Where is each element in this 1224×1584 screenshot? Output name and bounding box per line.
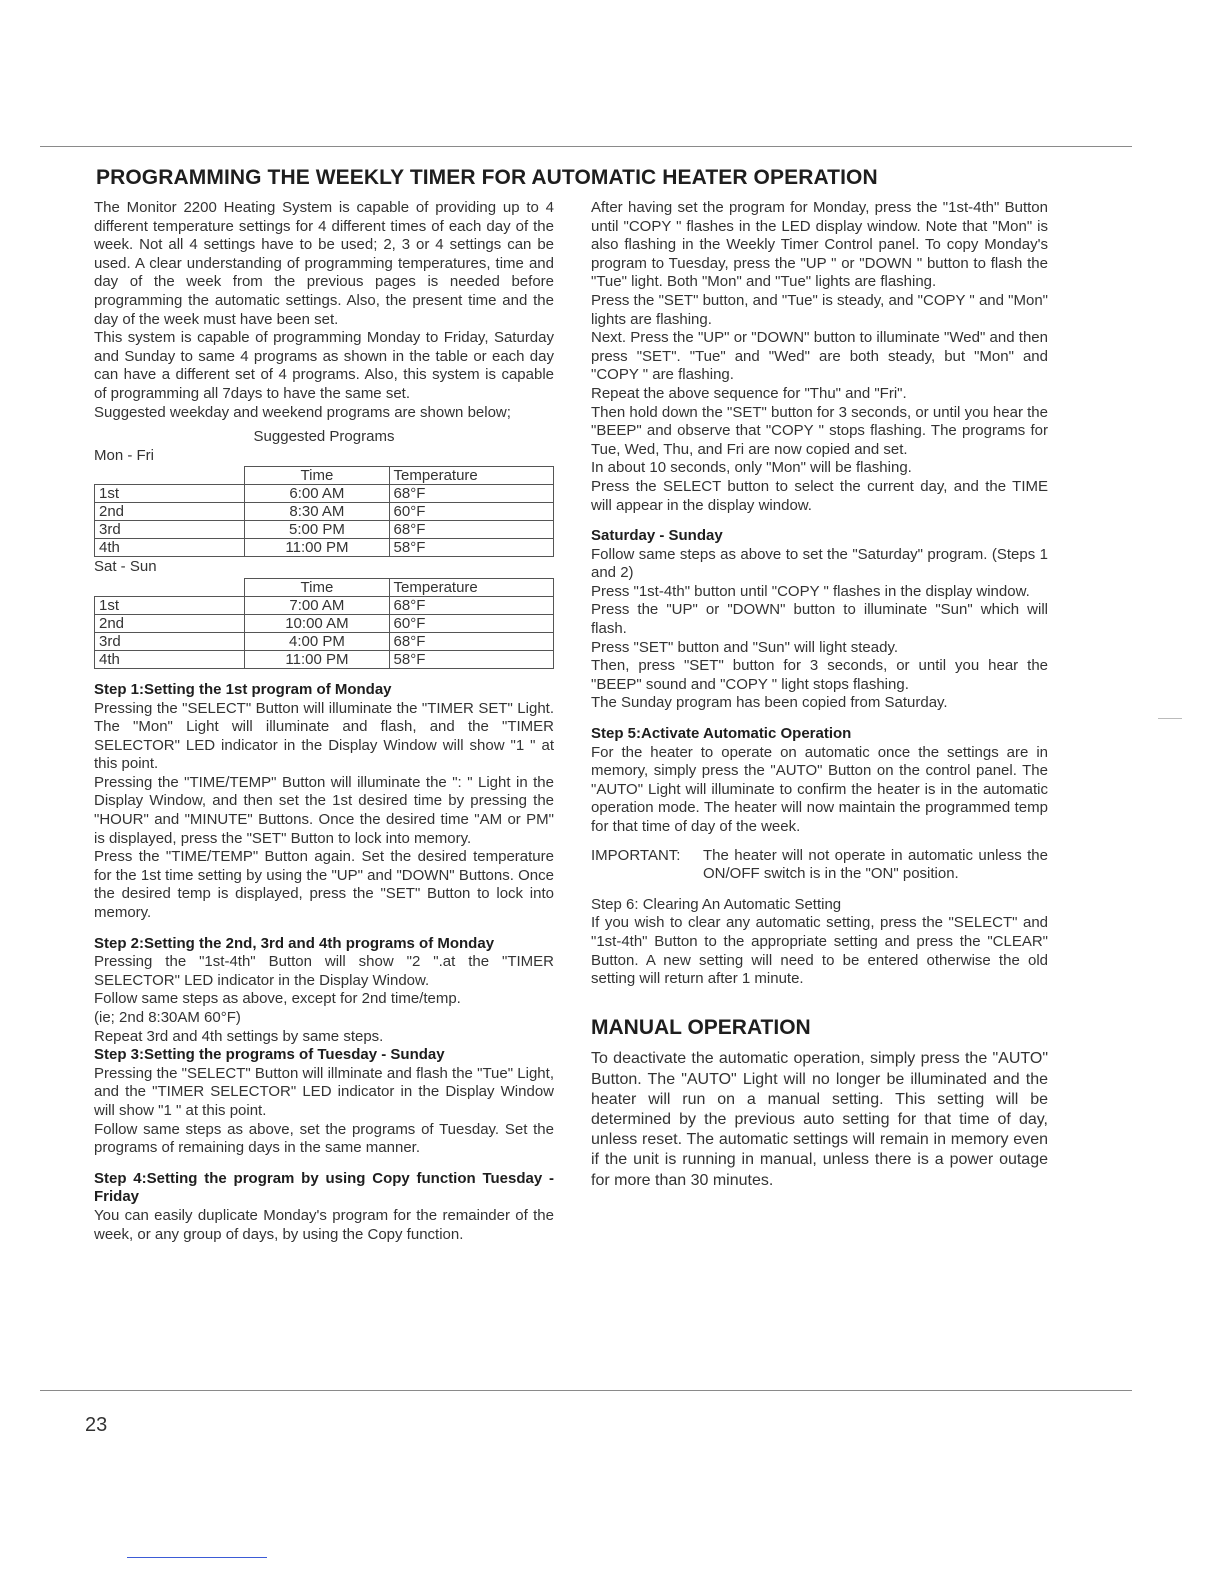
saturday-sunday-paragraph: Press the "UP" or "DOWN" button to illuminate "Sun" which will flash.	[591, 601, 1048, 638]
program-cell: 3rd	[95, 521, 245, 539]
left-column	[94, 199, 554, 1244]
step6-paragraph: If you wish to clear any automatic setting, press the "SELECT" and "1st-4th" Button to the appropriate setting and press the "CLEAR" Button. A new setting will need to be entered otherwise the old setting will return after 1 minute.	[591, 914, 1048, 988]
program-cell: 1st	[95, 596, 245, 614]
program-cell: 4th	[95, 539, 245, 557]
table-row	[95, 521, 554, 539]
temperature-cell: 58°F	[389, 650, 553, 668]
copy-paragraph: Then hold down the "SET" button for 3 seconds, or until you hear the "BEEP" and observe that "COPY " stops flashing. The programs for Tue, Wed, Thu, and Fri are now copied and set.	[591, 403, 1048, 458]
saturday-sunday-paragraph: The Sunday program has been copied from Saturday.	[591, 694, 948, 712]
time-cell: 7:00 AM	[245, 596, 389, 614]
step1-heading: Step 1:Setting the 1st program of Monday	[94, 680, 392, 698]
copy-paragraph: Press the "SET" button, and "Tue" is steady, and "COPY " and "Mon" lights are flashing.	[591, 291, 1048, 328]
time-cell: 8:30 AM	[245, 503, 389, 521]
step3-paragraph: Pressing the "SELECT" Button will illminate and flash the "Tue" Light, and the "TIMER SELECTOR" LED indicator in the Display Window will show "1 " at this point.	[94, 1064, 554, 1119]
step4-paragraph: You can easily duplicate Monday's program for the remainder of the week, or any group of days, by using the Copy function.	[94, 1206, 554, 1243]
table-row	[95, 485, 554, 503]
time-cell: 6:00 AM	[245, 485, 389, 503]
saturday-sunday-paragraph: Follow same steps as above to set the "Saturday" program. (Steps 1 and 2)	[591, 545, 1048, 582]
time-column-header: Time	[245, 578, 389, 596]
table-row	[95, 614, 554, 632]
temperature-cell: 68°F	[389, 485, 553, 503]
program-cell: 2nd	[95, 614, 245, 632]
weekday-label: Mon - Fri	[94, 446, 154, 464]
time-cell: 5:00 PM	[245, 521, 389, 539]
temperature-cell: 60°F	[389, 503, 553, 521]
weekend-label: Sat - Sun	[94, 558, 157, 576]
step5-heading: Step 5:Activate Automatic Operation	[591, 725, 852, 743]
table-row	[95, 596, 554, 614]
step1-paragraph: Press the "TIME/TEMP" Button again. Set the desired temperature for the 1st time setting by using the "UP" and "DOWN" Buttons. Once the desired temp is displayed, press the "SET" Button to lock into memory.	[94, 848, 554, 922]
bottom-rule	[40, 1390, 1132, 1391]
temperature-cell: 68°F	[389, 596, 553, 614]
margin-mark	[1158, 718, 1182, 719]
footer-line	[127, 1557, 267, 1558]
weekday-program-table	[94, 466, 554, 557]
important-label: IMPORTANT:	[591, 846, 681, 864]
step2-example: (ie; 2nd 8:30AM 60°F)	[94, 1009, 241, 1026]
step1-paragraph: Pressing the "TIME/TEMP" Button will illuminate the ": " Light in the Display Window, and then set the 1st desired time by pressing the "HOUR" and "MINUTE" Buttons. Once the desired time "AM or PM" is displayed, press the "SET" Button to lock into memory.	[94, 773, 554, 847]
page-title: PROGRAMMING THE WEEKLY TIMER FOR AUTOMATIC HEATER OPERATION	[96, 166, 878, 189]
temperature-cell: 68°F	[389, 521, 553, 539]
copy-paragraph: After having set the program for Monday, press the "1st-4th" Button until "COPY " flashes in the LED display window. Note that "Mon" is also flashing in the Weekly Timer Control panel. To copy Monday's program to Tuesday, press the "UP " or "DOWN " button to flash the "Tue" light. Both "Mon" and "Tue" lights are flashing.	[591, 199, 1048, 291]
time-column-header: Time	[245, 467, 389, 485]
copy-paragraph: Repeat the above sequence for "Thu" and "Fri".	[591, 384, 907, 402]
step4-heading: Step 4:Setting the program by using Copy function Tuesday - Friday	[94, 1169, 554, 1206]
right-column	[591, 199, 1048, 1191]
saturday-sunday-paragraph: Press "SET" button and "Sun" will light steady.	[591, 638, 899, 656]
temperature-column-header: Temperature	[389, 467, 553, 485]
table-header-row	[95, 467, 554, 485]
important-note	[591, 847, 1048, 884]
copy-paragraph: Press the SELECT button to select the current day, and the TIME will appear in the display window.	[591, 477, 1048, 514]
temperature-cell: 58°F	[389, 539, 553, 557]
table-row	[95, 632, 554, 650]
saturday-sunday-paragraph: Then, press "SET" button for 3 seconds, or until you hear the "BEEP" sound and "COPY " light stops flashing.	[591, 657, 1048, 693]
time-cell: 11:00 PM	[245, 650, 389, 668]
top-rule	[40, 146, 1132, 147]
table-header-row	[95, 578, 554, 596]
step6-heading: Step 6: Clearing An Automatic Setting	[591, 895, 842, 913]
weekend-program-table	[94, 578, 554, 669]
program-cell: 4th	[95, 650, 245, 668]
step2-paragraph: Follow same steps as above, except for 2nd time/temp.	[94, 990, 461, 1008]
step2-paragraph: Repeat 3rd and 4th settings by same steps.	[94, 1027, 384, 1045]
table-row	[95, 503, 554, 521]
manual-operation-paragraph: To deactivate the automatic operation, simply press the "AUTO" Button. The "AUTO" Light will no longer be illuminated and the heater will run on a manual setting. This setting will be determined by the previous auto setting for that time of day, unless reset. The automatic settings will remain in memory even if the unit is running in manual, unless there is a power outage for more than 30 minutes.	[591, 1050, 1048, 1189]
step5-paragraph: For the heater to operate on automatic once the settings are in memory, simply press the "AUTO" Button on the control panel. The "AUTO" Light will illuminate to confirm the heater is in the automatic operation mode. The heater will now maintain the programmed temp for that time of day of the week.	[591, 743, 1048, 835]
step3-paragraph: Follow same steps as above, set the programs of Tuesday. Set the programs of remaining days in the same manner.	[94, 1120, 554, 1157]
time-cell: 4:00 PM	[245, 632, 389, 650]
step2-paragraph: Pressing the "1st-4th" Button will show "2 ".at the "TIMER SELECTOR" LED indicator in the Display Window.	[94, 953, 554, 989]
step2-heading: Step 2:Setting the 2nd, 3rd and 4th programs of Monday	[94, 934, 495, 952]
copy-paragraph: In about 10 seconds, only "Mon" will be flashing.	[591, 459, 912, 477]
temperature-cell: 60°F	[389, 614, 553, 632]
step3-heading: Step 3:Setting the programs of Tuesday - Sunday	[94, 1046, 445, 1064]
intro-paragraph: Suggested weekday and weekend programs are shown below;	[94, 403, 511, 421]
manual-operation-heading: MANUAL OPERATION	[591, 1015, 811, 1039]
intro-paragraph: The Monitor 2200 Heating System is capable of providing up to 4 different temperature settings for 4 different times of each day of the week. Not all 4 settings have to be used; 2, 3 or 4 settings can be used. A clear understanding of programming temperatures, time and day of the week from the previous pages is needed before programming the automatic settings. Also, the present time and the day of the week must have been set.	[94, 199, 554, 328]
program-cell: 1st	[95, 485, 245, 503]
temperature-column-header: Temperature	[389, 578, 553, 596]
program-cell: 3rd	[95, 632, 245, 650]
saturday-sunday-paragraph: Press "1st-4th" button until "COPY " flashes in the display window.	[591, 582, 1030, 600]
intro-paragraph: This system is capable of programming Monday to Friday, Saturday and Sunday to same 4 programs as shown in the table or each day can have a different set of 4 programs. Also, this system is capable of programming all 7days to have the same set.	[94, 329, 554, 402]
time-cell: 11:00 PM	[245, 539, 389, 557]
copy-paragraph: Next. Press the "UP" or "DOWN" button to illuminate "Wed" and then press "SET". "Tue" and "Wed" are both steady, but "Mon" and "COPY " are flashing.	[591, 329, 1048, 384]
table-row	[95, 650, 554, 668]
time-cell: 10:00 AM	[245, 614, 389, 632]
program-cell: 2nd	[95, 503, 245, 521]
suggested-programs-heading: Suggested Programs	[253, 428, 395, 446]
important-text: The heater will not operate in automatic unless the ON/OFF switch is in the "ON" position.	[703, 846, 1048, 883]
temperature-cell: 68°F	[389, 632, 553, 650]
saturday-sunday-heading: Saturday - Sunday	[591, 527, 723, 545]
page-number: 23	[85, 1414, 108, 1436]
table-row	[95, 539, 554, 557]
step1-paragraph: Pressing the "SELECT" Button will illuminate the "TIMER SET" Light. The "Mon" Light will illuminate and flash, and the "TIMER SELECTOR" LED indicator in the Display Window will show "1 " at this point.	[94, 699, 554, 773]
